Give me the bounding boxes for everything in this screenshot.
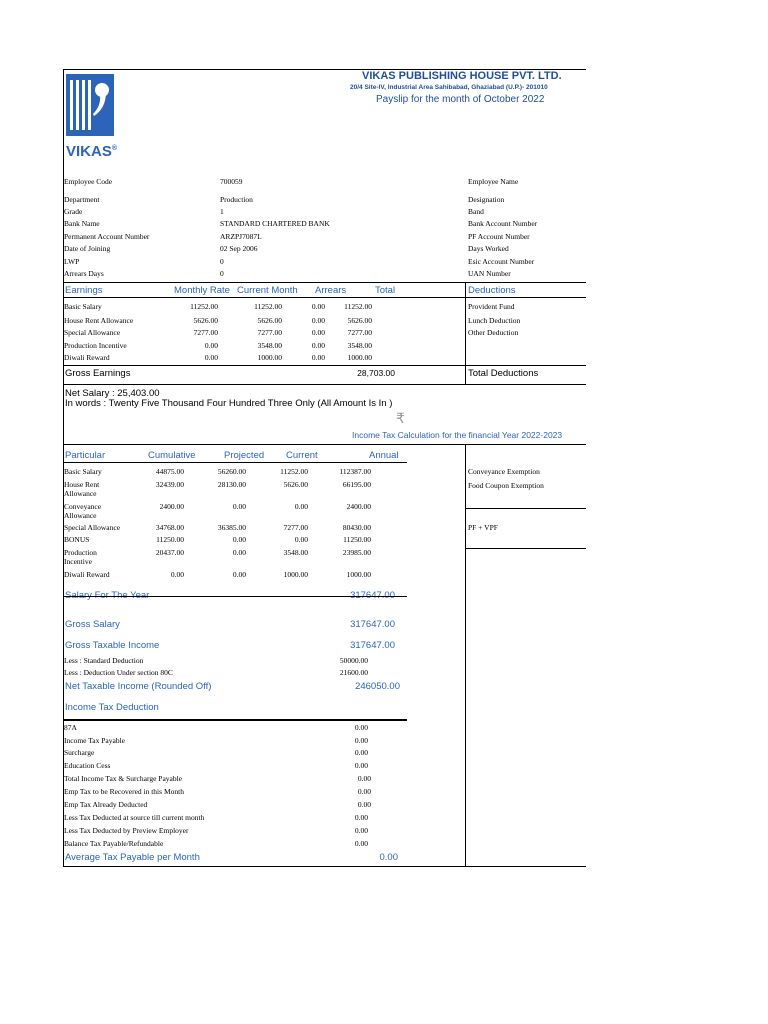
earning-current: 5626.00	[257, 316, 282, 325]
particular-header: Particular	[65, 450, 106, 461]
emp-right-label: Bank Account Number	[468, 219, 538, 228]
earning-rate: 0.00	[204, 341, 218, 350]
earning-total: 11252.00	[344, 302, 372, 311]
emp-value: 1	[220, 207, 224, 216]
logo-text: VIKAS®	[66, 143, 118, 160]
monthly-rate-header: Monthly Rate	[174, 285, 230, 296]
emp-right-label: PF Account Number	[468, 232, 530, 241]
tax-cumulative: 0.00	[170, 570, 184, 579]
emp-right-label: Days Worked	[468, 244, 509, 253]
tax-projected: 36385.00	[217, 523, 246, 532]
exemption-item: Food Coupon Exemption	[468, 481, 544, 490]
earning-current: 11252.00	[254, 302, 282, 311]
tax-current: 0.00	[294, 535, 308, 544]
emp-label: Department	[64, 195, 100, 204]
tax-ded-value: 0.00	[357, 787, 371, 796]
tax-row-name: BONUS	[64, 535, 90, 544]
total-header: Total	[375, 285, 396, 296]
payslip-title: Payslip for the month of October 2022	[376, 94, 545, 105]
earning-arrears: 0.00	[311, 353, 325, 362]
tax-annual: 23985.00	[342, 548, 371, 557]
emp-right-label: UAN Number	[468, 269, 511, 278]
tax-cumulative: 34768.00	[155, 523, 184, 532]
emp-right-label: Esic Account Number	[468, 257, 535, 266]
earning-current: 3548.00	[257, 341, 282, 350]
earnings-top-line	[63, 282, 586, 283]
tax-ded-value: 0.00	[354, 723, 368, 732]
current-header: Current	[286, 450, 318, 461]
deduction-item: Other Deduction	[468, 328, 519, 337]
tax-current: 5626.00	[283, 480, 308, 489]
less-value: 21600.00	[339, 668, 368, 677]
earnings-header: Earnings	[65, 285, 103, 296]
deduction-header-line	[63, 719, 407, 721]
deduction-item: Provident Fund	[468, 302, 515, 311]
earning-total: 1000.00	[347, 353, 372, 362]
earning-rate: 11252.00	[190, 302, 218, 311]
avg-tax-value: 0.00	[379, 852, 398, 863]
net-salary: Net Salary : 25,403.00	[65, 388, 160, 399]
tax-ded-value: 0.00	[354, 736, 368, 745]
net-salary-words: In words : Twenty Five Thousand Four Hundred Three Only (All Amount Is In )	[65, 398, 393, 409]
tax-ded-label: 87A	[64, 723, 77, 732]
cumulative-header: Cumulative	[148, 450, 196, 461]
projected-header: Projected	[224, 450, 265, 461]
company-name: VIKAS PUBLISHING HOUSE PVT. LTD.	[362, 70, 562, 82]
rupee-symbol: ₹	[396, 410, 405, 426]
tax-ded-value: 0.00	[354, 813, 368, 822]
tax-row-name: Production Incentive	[64, 548, 97, 566]
emp-label: Date of Joining	[64, 244, 111, 253]
salary-for-year-strike	[63, 596, 407, 597]
tax-ded-label: Education Cess	[64, 761, 111, 770]
earning-rate: 7277.00	[193, 328, 218, 337]
tax-current: 7277.00	[283, 523, 308, 532]
arrears-header: Arrears	[315, 285, 347, 296]
gross-top-line	[63, 365, 586, 366]
gross-taxable-label: Gross Taxable Income	[65, 640, 160, 651]
tax-ded-value: 0.00	[354, 761, 368, 770]
tax-header-line	[63, 462, 407, 463]
tax-current: 1000.00	[283, 570, 308, 579]
emp-label: Grade	[64, 207, 83, 216]
current-month-header: Current Month	[237, 285, 298, 296]
tax-ded-value: 0.00	[354, 826, 368, 835]
tax-annual: 80430.00	[342, 523, 371, 532]
earning-arrears: 0.00	[311, 316, 325, 325]
gross-taxable-value: 317647.00	[350, 640, 395, 651]
earnings-header-line	[63, 297, 586, 298]
income-tax-deduction-header: Income Tax Deduction	[65, 702, 159, 713]
tax-ded-label: Surcharge	[64, 748, 95, 757]
emp-value: 0	[220, 269, 224, 278]
tax-ded-value: 0.00	[354, 839, 368, 848]
tax-annual: 112387.00	[339, 467, 371, 476]
tax-projected: 0.00	[232, 548, 246, 557]
avg-tax-label: Average Tax Payable per Month	[65, 852, 200, 863]
exemption-item: Conveyance Exemption	[468, 467, 540, 476]
deductions-header: Deductions	[468, 285, 516, 296]
tax-ded-label: Income Tax Payable	[64, 736, 125, 745]
tax-projected: 28130.00	[217, 480, 246, 489]
tax-annual: 2400.00	[346, 502, 371, 511]
tax-ded-label: Less Tax Deducted by Preview Employer	[64, 826, 189, 835]
vikas-logo	[66, 74, 118, 160]
tax-ded-label: Emp Tax Already Deducted	[64, 800, 148, 809]
earning-arrears: 0.00	[311, 328, 325, 337]
tax-row-name: House Rent Allowance	[64, 480, 100, 498]
tax-ded-value: 0.00	[357, 800, 371, 809]
tax-row-name: Special Allowance	[64, 523, 121, 532]
earning-name: Production Incentive	[64, 341, 127, 350]
annual-header: Annual	[369, 450, 399, 461]
net-taxable-label: Net Taxable Income (Rounded Off)	[65, 681, 212, 692]
pf-line	[466, 548, 586, 549]
tax-current: 0.00	[294, 502, 308, 511]
gross-earnings-label: Gross Earnings	[65, 368, 131, 379]
income-tax-title: Income Tax Calculation for the financial Year 2022-2023	[352, 430, 563, 440]
earning-rate: 0.00	[204, 353, 218, 362]
tax-projected: 0.00	[232, 535, 246, 544]
gross-salary-value: 317647.00	[350, 619, 395, 630]
tax-row-name: Conveyance Allowance	[64, 502, 102, 520]
earning-arrears: 0.00	[311, 302, 325, 311]
tax-ded-value: 0.00	[357, 774, 371, 783]
tax-cumulative: 11250.00	[156, 535, 184, 544]
bottom-border	[63, 866, 586, 867]
earning-current: 7277.00	[257, 328, 282, 337]
tax-ded-label: Less Tax Deducted at source till current month	[64, 813, 205, 822]
vikas-logo-icon	[66, 74, 114, 136]
tax-cumulative: 2400.00	[159, 502, 184, 511]
tax-annual: 11250.00	[343, 535, 371, 544]
emp-right-label: Band	[468, 207, 484, 216]
earning-rate: 5626.00	[193, 316, 218, 325]
tax-current: 11252.00	[280, 467, 308, 476]
emp-value: 0	[220, 257, 224, 266]
company-address: 20/4 Site-IV, Industrial Area Sahibabad, Ghaziabad (U.P.)- 201010	[350, 84, 548, 91]
gross-salary-label: Gross Salary	[65, 619, 120, 630]
less-label: Less : Standard Deduction	[64, 656, 144, 665]
tax-annual: 1000.00	[346, 570, 371, 579]
tax-projected: 56260.00	[217, 467, 246, 476]
less-value: 50000.00	[339, 656, 368, 665]
emp-right-label: Employee Name	[468, 177, 519, 186]
earning-total: 7277.00	[347, 328, 372, 337]
tax-title-line	[63, 444, 586, 445]
earning-total: 3548.00	[347, 341, 372, 350]
emp-label: Arrears Days	[64, 269, 104, 278]
tax-cumulative: 32439.00	[155, 480, 184, 489]
gross-bottom-line	[63, 384, 586, 385]
earning-current: 1000.00	[257, 353, 282, 362]
emp-value: STANDARD CHARTERED BANK	[220, 219, 330, 228]
tax-cumulative: 20437.00	[155, 548, 184, 557]
earning-name: Special Allowance	[64, 328, 121, 337]
emp-label: Employee Code	[64, 177, 113, 186]
emp-value: ARZPJ7087L	[220, 232, 262, 241]
earning-name: Diwali Reward	[64, 353, 110, 362]
tax-cumulative: 44875.00	[155, 467, 184, 476]
emp-label: Permanent Account Number	[64, 232, 150, 241]
earning-total: 5626.00	[347, 316, 372, 325]
emp-value: 700059	[220, 177, 243, 186]
tax-ded-label: Balance Tax Payable/Refundable	[64, 839, 164, 848]
emp-label: Bank Name	[64, 219, 100, 228]
emp-right-label: Designation	[468, 195, 505, 204]
gross-earnings-value: 28,703.00	[357, 368, 395, 378]
pf-vpf-label: PF + VPF	[468, 523, 498, 532]
tax-row-name: Diwali Reward	[64, 570, 110, 579]
exemption-line	[466, 508, 586, 509]
tax-row-name: Basic Salary	[64, 467, 102, 476]
earning-name: Basic Salary	[64, 302, 102, 311]
earning-arrears: 0.00	[311, 341, 325, 350]
deduction-item: Lunch Deduction	[468, 316, 521, 325]
emp-value: 02 Sep 2006	[220, 244, 258, 253]
registered-mark: ®	[111, 145, 118, 152]
emp-label: LWP	[64, 257, 80, 266]
less-label: Less : Deduction Under section 80C	[64, 668, 173, 677]
tax-ded-label: Total Income Tax & Surcharge Payable	[64, 774, 183, 783]
tax-projected: 0.00	[232, 502, 246, 511]
tax-annual: 66195.00	[342, 480, 371, 489]
emp-value: Production	[220, 195, 253, 204]
tax-ded-label: Emp Tax to be Recovered in this Month	[64, 787, 184, 796]
tax-ded-value: 0.00	[354, 748, 368, 757]
total-deductions-label: Total Deductions	[468, 368, 539, 379]
tax-current: 3548.00	[283, 548, 308, 557]
tax-projected: 0.00	[232, 570, 246, 579]
net-taxable-value: 246050.00	[355, 681, 400, 692]
earning-name: House Rent Allowance	[64, 316, 134, 325]
